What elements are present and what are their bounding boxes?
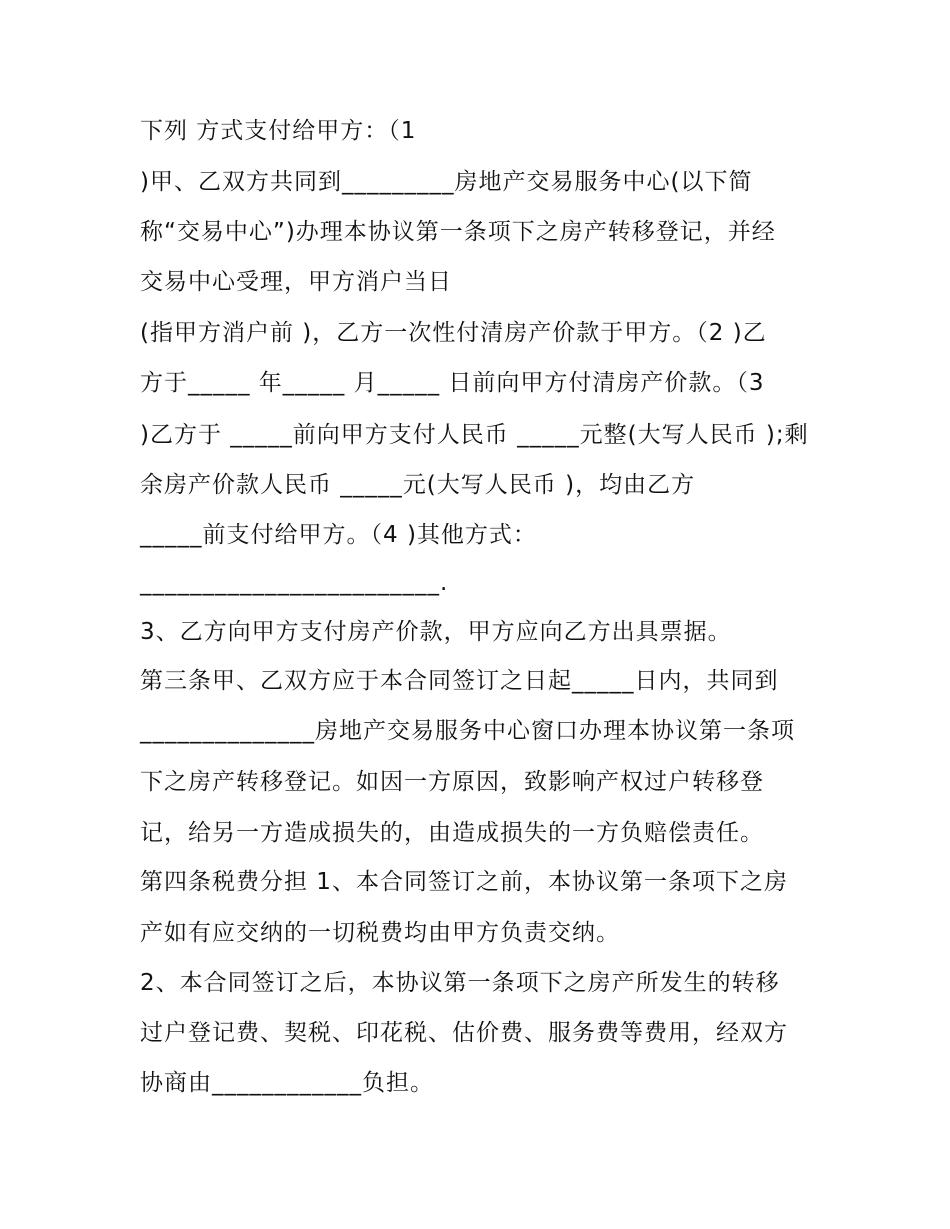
text-line: 下之房产转移登记。如因一方原因，致影响产权过户转移登: [140, 769, 764, 795]
text-line: (指甲方消户前 )，乙方一次性付清房产价款于甲方。（2 )乙: [140, 320, 767, 346]
text-line: 记，给另一方造成损失的，由造成损失的一方负赔偿责任。: [140, 820, 764, 846]
text-line: 称“交易中心”)办理本协议第一条项下之房产转移登记，并经: [140, 219, 776, 245]
text-line: 交易中心受理，甲方消户当日: [140, 269, 452, 295]
text-line: )乙方于 _____前向甲方支付人民币 _____元整(大写人民币 );剩: [140, 422, 809, 448]
text-line: 产如有应交纳的一切税费均由甲方负责交纳。: [140, 920, 620, 946]
text-line: )甲、乙双方共同到_________房地产交易服务中心(以下简: [140, 169, 753, 195]
text-line: ______________房地产交易服务中心窗口办理本协议第一条项: [140, 718, 795, 744]
text-line: 协商由____________负担。: [140, 1070, 434, 1096]
text-line: ________________________.: [140, 570, 449, 596]
text-line: 方于_____ 年_____ 月_____ 日前向甲方付清房产价款。（3: [140, 370, 765, 396]
text-line: 余房产价款人民币 _____元(大写人民币 )，均由乙方: [140, 472, 696, 498]
text-line: 下列 方式支付给甲方：（1: [140, 118, 417, 144]
text-line: 过户登记费、契税、印花税、估价费、服务费等费用，经双方: [140, 1020, 788, 1046]
text-line: 3、乙方向甲方支付房产价款，甲方应向乙方出具票据。: [140, 619, 732, 645]
text-line: 第三条甲、乙双方应于本合同签订之日起_____日内，共同到: [140, 668, 779, 694]
text-line: _____前支付给甲方。（4 )其他方式：: [140, 522, 537, 548]
text-line: 2、本合同签订之后，本协议第一条项下之房产所发生的转移: [140, 970, 780, 996]
text-line: 第四条税费分担 1、本合同签订之前，本协议第一条项下之房: [140, 869, 788, 895]
